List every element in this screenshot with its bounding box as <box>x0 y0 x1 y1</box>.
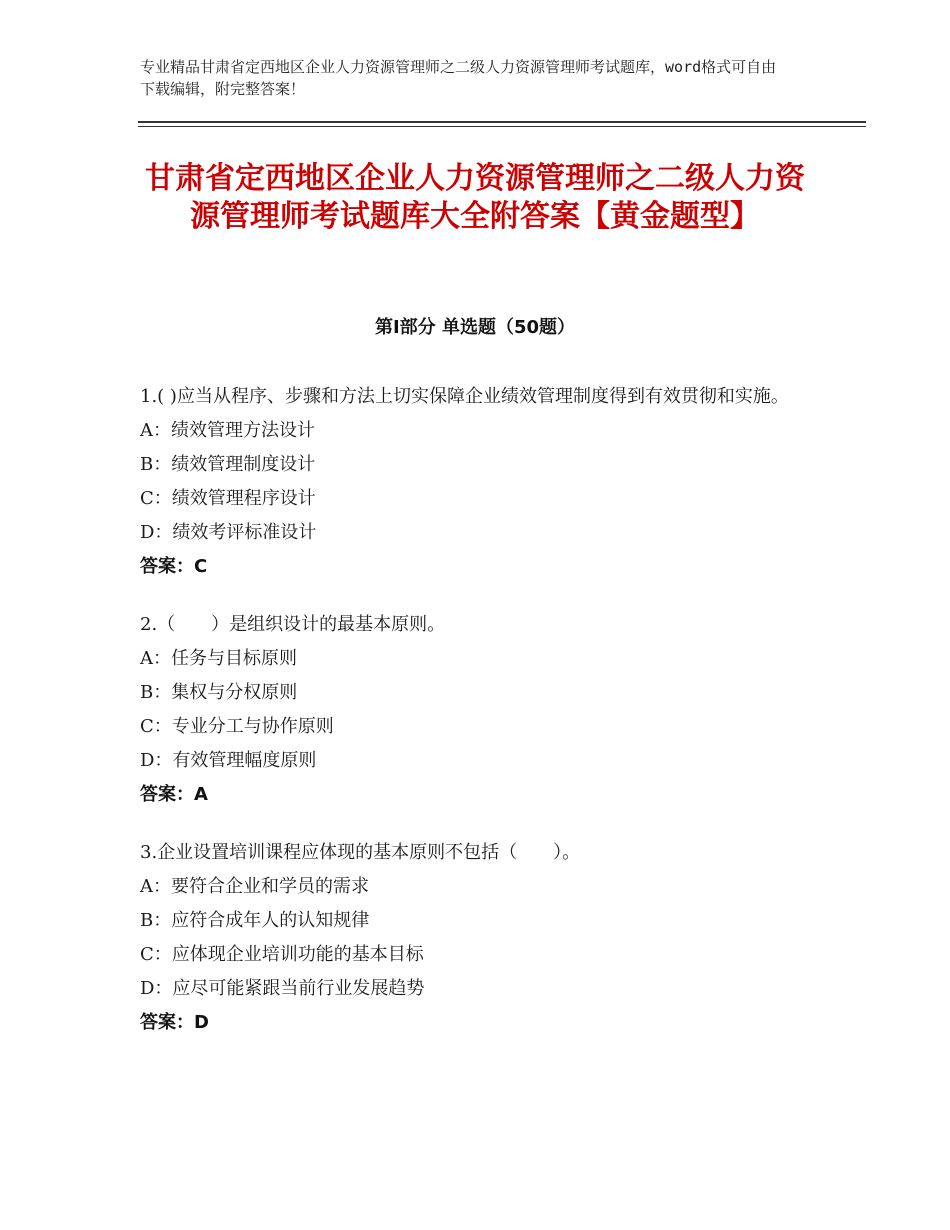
question-1 <box>140 380 805 584</box>
document-title: 甘肃省定西地区企业人力资源管理师之二级人力资源管理师考试题库大全附答案【黄金题型】 <box>145 161 805 234</box>
answer: 答案：D <box>140 1012 209 1033</box>
question-2 <box>140 608 805 812</box>
answer: 答案：C <box>140 556 208 577</box>
option-d: D：绩效考评标准设计 <box>140 522 317 543</box>
option-a: A：要符合企业和学员的需求 <box>140 876 369 897</box>
option-b: B：集权与分权原则 <box>140 682 298 703</box>
option-b: B：绩效管理制度设计 <box>140 454 316 475</box>
option-d: D：应尽可能紧跟当前行业发展趋势 <box>140 978 425 999</box>
question-list <box>140 380 805 1064</box>
question-stem: 1.( )应当从程序、步骤和方法上切实保障企业绩效管理制度得到有效贯彻和实施。 <box>140 386 789 407</box>
option-c: C：绩效管理程序设计 <box>140 488 316 509</box>
option-c: C：专业分工与协作原则 <box>140 716 334 737</box>
question-stem: 2.（ ）是组织设计的最基本原则。 <box>140 614 446 635</box>
section-heading: 第Ⅰ部分 单选题（50题） <box>374 317 575 338</box>
header-note: 专业精品甘肃省定西地区企业人力资源管理师之二级人力资源管理师考试题库，word格式可自由下载编辑，附完整答案！ <box>140 58 777 98</box>
header-rule-thick <box>138 121 866 123</box>
option-a: A：绩效管理方法设计 <box>140 420 315 441</box>
option-c: C：应体现企业培训功能的基本目标 <box>140 944 424 965</box>
question-3 <box>140 836 805 1040</box>
header-rule-thin <box>138 126 866 127</box>
option-a: A：任务与目标原则 <box>140 648 297 669</box>
question-stem: 3.企业设置培训课程应体现的基本原则不包括（ ）。 <box>140 842 581 863</box>
option-d: D：有效管理幅度原则 <box>140 750 317 771</box>
option-b: B：应符合成年人的认知规律 <box>140 910 370 931</box>
answer: 答案：A <box>140 784 208 805</box>
